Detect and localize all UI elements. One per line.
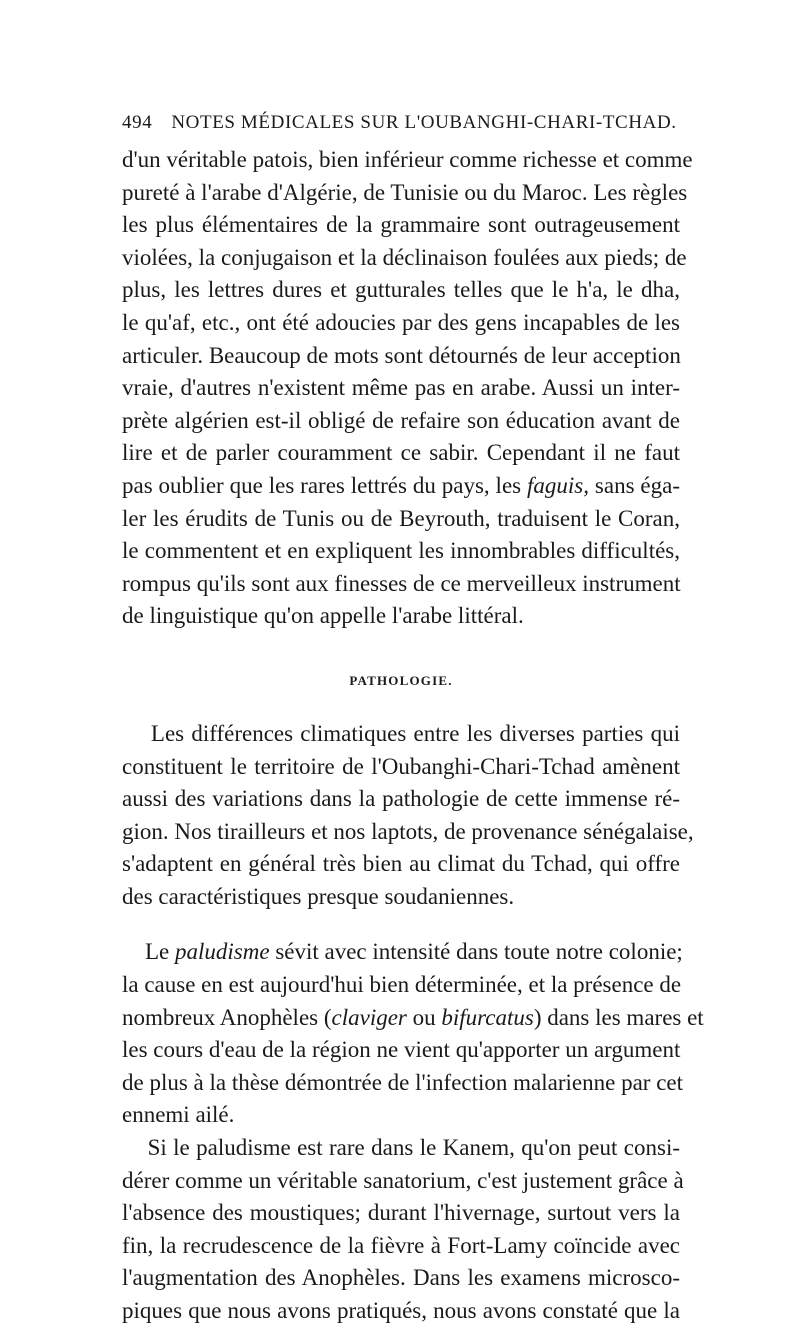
body-text: [122, 144, 704, 1328]
text-line: aussi des variations dans la pathologie de cette immense ré-: [122, 786, 680, 812]
text-run: Les différences climatiques entre les diverses parties qui: [150, 720, 680, 746]
text-line: les cours d'eau de la région ne vient qu'apporter un argument: [122, 1037, 681, 1063]
text-line: s'adaptent en général très bien au climat du Tchad, qui offre: [122, 851, 680, 877]
page-number: 494: [122, 112, 153, 133]
paragraph-3: [122, 936, 704, 1132]
text-run: sans éga-: [594, 472, 681, 498]
paragraph-4: [122, 1132, 684, 1328]
text-line: [122, 470, 680, 503]
text-line: [122, 1132, 680, 1165]
running-head: [122, 108, 680, 144]
running-title: NOTES MÉDICALES SUR L'OUBANGHI-CHARI-TCHAD.: [171, 112, 677, 133]
text-line: plus, les lettres dures et gutturales telles que le h'a, le dha,: [122, 277, 680, 303]
italic-term-claviger: claviger: [331, 1004, 407, 1030]
text-line: les plus élémentaires de la grammaire sont outrageusement: [122, 212, 680, 238]
text-line: articuler. Beaucoup de mots sont détournés de leur acception: [122, 342, 681, 368]
text-run: pas oublier que les rares lettrés du pays, les: [122, 472, 522, 498]
text-line: piques que nous avons pratiqués, nous avons constaté que la: [122, 1298, 680, 1323]
text-run: sévit avec intensité dans toute notre colonie;: [275, 939, 683, 965]
text-line: pureté à l'arabe d'Algérie, de Tunisie ou du Maroc. Les règles: [122, 179, 688, 205]
text-line: le commentent et en expliquent les innombrables difficultés,: [122, 538, 680, 564]
text-line: le qu'af, etc., ont été adoucies par des gens incapables de les: [122, 309, 680, 335]
text-run: Le: [145, 939, 170, 965]
text-line: des caractéristiques presque soudaniennes.: [122, 883, 515, 909]
text-line: dérer comme un véritable sanatorium, c'est justement grâce à: [122, 1167, 684, 1193]
italic-term-paludisme: paludisme: [175, 939, 270, 965]
text-line: d'un véritable patois, bien inférieur comme richesse et comme: [122, 147, 693, 172]
text-line: gion. Nos tirailleurs et nos laptots, de provenance sénégalaise,: [122, 818, 694, 844]
text-line: [122, 1002, 704, 1035]
text-line: [122, 936, 683, 969]
text-line: [122, 718, 680, 751]
italic-term-bifurcatus: bifurcatus: [441, 1004, 534, 1030]
text-run: nombreux Anophèles (: [122, 1004, 332, 1030]
text-line: vraie, d'autres n'existent même pas en arabe. Aussi un inter-: [122, 375, 680, 401]
text-run: ou: [412, 1004, 436, 1030]
text-line: lire et de parler couramment ce sabir. Cependant il ne faut: [122, 440, 680, 466]
text-line: l'augmentation des Anophèles. Dans les examens microsco-: [122, 1265, 680, 1291]
text-line: l'absence des moustiques; durant l'hivernage, surtout vers la: [122, 1200, 680, 1226]
paragraph-2: [122, 718, 694, 914]
book-page: [122, 108, 704, 1328]
text-line: ler les érudits de Tunis ou de Beyrouth, traduisent le Coran,: [122, 505, 680, 531]
text-line: violées, la conjugaison et la déclinaison foulées aux pieds; de: [122, 244, 687, 270]
italic-term-faguis: faguis,: [527, 472, 590, 498]
text-line: rompus qu'ils sont aux finesses de ce merveilleux instrument: [122, 570, 681, 596]
text-line: de linguistique qu'on appelle l'arabe littéral.: [122, 603, 524, 629]
paragraph-gap: [122, 913, 680, 936]
text-line: fin, la recrudescence de la fièvre à Fort-Lamy coïncide avec: [122, 1232, 680, 1258]
text-line: prète algérien est-il obligé de refaire son éducation avant de: [122, 407, 680, 433]
text-line: constituent le territoire de l'Oubanghi-Chari-Tchad amènent: [122, 753, 680, 779]
text-run: ) dans les mares et: [533, 1004, 704, 1030]
paragraph-1: [122, 144, 693, 633]
text-line: ennemi ailé.: [122, 1102, 235, 1128]
section-heading: PATHOLOGIE.: [349, 672, 453, 688]
text-run: Si le paludisme est rare dans le Kanem, qu'on peut consi-: [147, 1135, 680, 1161]
text-line: de plus à la thèse démontrée de l'infection malarienne par cet: [122, 1069, 684, 1095]
text-line: la cause en est aujourd'hui bien déterminée, et la présence de: [122, 972, 682, 998]
